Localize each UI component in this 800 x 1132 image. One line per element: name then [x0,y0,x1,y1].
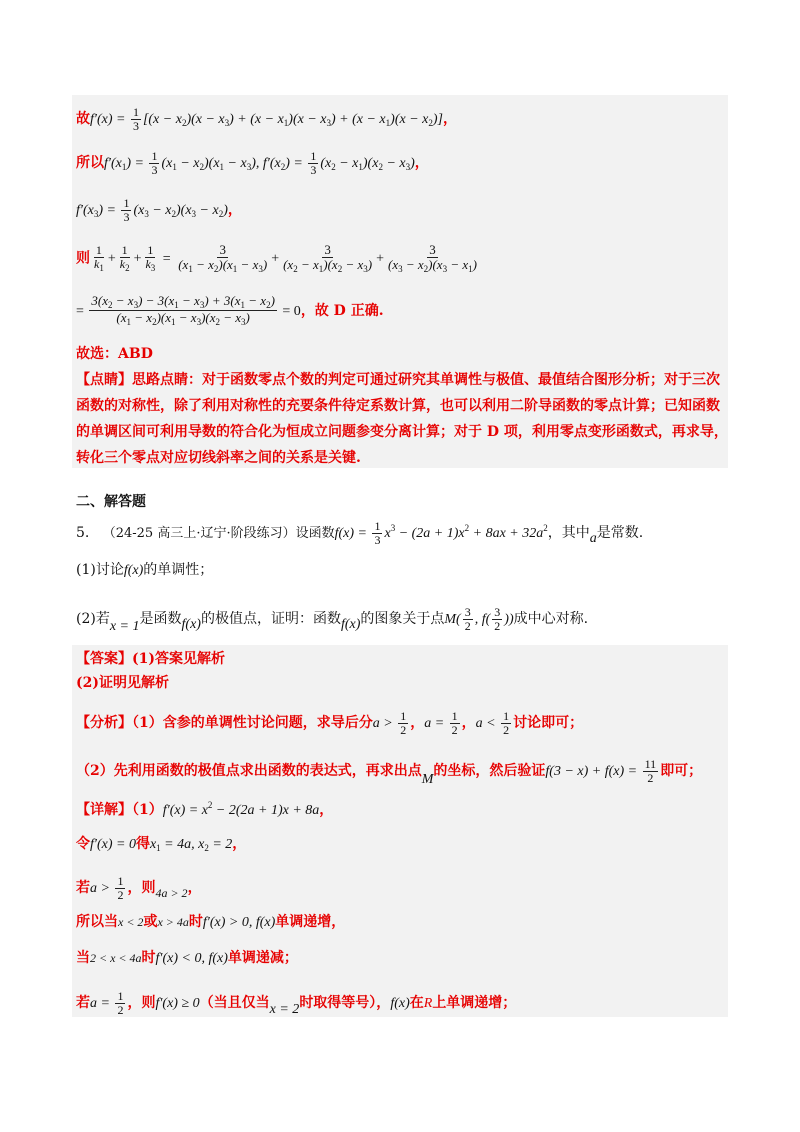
frac-result: $\frac{3(x_2 - x_3) - 3(x_1 - x_3) + 3(x_1 - x_2)}{(x_1 - x_2)(x_1 - x_3)(x_2 - x_3)}$ [91,293,275,328]
text-de: 得 [135,836,150,852]
part-1-pre: (1)讨论 [76,562,124,578]
deriv-line-1 [76,106,457,132]
part-2-t4: 成中心对称. [513,611,589,628]
answer-line-2: (2)证明见解析 [76,675,169,691]
detail-line-1 [76,801,333,818]
frac-11-2: $\frac{11}{2}$ [644,757,657,785]
choice-line: 故选：ABD [76,346,153,362]
math-bracket: $[(x - x_2)(x - x_3) + (x - x_1)(x - x_3) + (x - x_1)(x - x_2)]$ [142,112,443,129]
math-derivative: $f'(x) = x^2 - 2(2a + 1)x + 8a$ [162,800,320,818]
math-question-func: f(x) = [334,526,371,542]
math-a-gt-half: a > [90,881,114,897]
result-line: = $\frac{3(x_2 - x_3) - 3(x_1 - x_3) + 3(x_1 - x_2)}{(x_1 - x_2)(x_1 - x_3)(x_2 - x_3)}$ = 0，故 D 正确. [76,293,384,328]
math-a-eq-half: a = [424,716,448,732]
analysis-2a: （2）先利用函数的极值点求出函数的表达式，再求出点 [76,763,422,780]
question-5 [76,520,643,546]
frac-1-2: $\frac{1}{2}$ [451,709,458,737]
punct: ， [319,802,334,818]
math-fx2-body: $(x_2 - x_1)(x_2 - x_3)$ [320,156,415,173]
frac-3-2: $\frac{3}{2}$ [464,605,471,633]
part-1-post: 的单调性； [143,562,214,578]
detail-line-2 [76,837,246,853]
frac-3-2: $\frac{3}{2}$ [494,605,501,633]
comment-text-1: 思路点睛：对于函数零点个数的判定可通过研究其单调性与极值、最值结合图形分析；对于三次 [132,372,720,388]
analysis-line-1: 【分析】（1）含参的单调性讨论问题，求导后分a > $\frac{1}{2}$ ，a = $\frac{1}{2}$ ，a < $\frac{1}{2}$ 讨论即可； [76,709,584,737]
analysis-line-2 [76,757,703,788]
math-x-eq-1: x = 1 [109,619,140,635]
section-heading: 二、解答题 [76,494,146,510]
deriv-line-2 [76,150,429,176]
frac-one-third: $\frac{1}{3}$ [310,149,317,177]
detail-line-5 [76,951,298,966]
comment-line-2: 函数的对称性，除了利用对称性的充要条件待定系数计算，也可以利用二阶导函数的零点计算；已知函数 [76,398,720,414]
frac-one-third: $\frac{1}{3}$ [374,519,381,547]
math-roots: $x_1 = 4a$, $x_2 = 2$ [149,837,233,853]
math-fprime-zero: f′(x) = 0 [90,837,136,852]
part-2-t1: 是函数 [139,611,182,628]
math-x-gt-4a: x > 4a [157,915,189,929]
frac-1-2: $\frac{1}{2}$ [117,874,124,902]
punct: ， [187,880,202,897]
text-changshu: 是常数. [596,525,644,542]
math-var-a: a [589,531,597,547]
math-fx: f(x) [340,617,361,633]
frac-one-third: $\frac{1}{3}$ [132,105,139,133]
analysis-2b: 的坐标，然后验证 [433,763,546,780]
deriv-line-3 [76,197,242,223]
math-x-eq-2: x = 2 [269,1002,300,1018]
text-ruo: 若 [76,995,90,1012]
analysis-2c: 即可； [660,763,703,780]
math-a-lt-half: a < [475,716,500,732]
text-d-correct: ，故 D 正确. [300,302,384,319]
detail-line-4 [76,915,345,930]
math-r: R [423,996,433,1012]
frac-term-2: $\frac{3}{(x_2 - x_1)(x_2 - x_3)}$ [283,242,373,274]
text-shi: 时 [141,950,156,966]
frac-1-2: $\frac{1}{2}$ [503,709,510,737]
math-interval: 2 < x < 4a [90,951,142,965]
math-fx3-body: $(x_3 - x_2)(x_3 - x_2)$ [133,203,228,220]
punct: ， [442,111,457,128]
text-shi: 时 [188,914,203,930]
math-4a-gt-2: 4a > 2 [155,886,188,901]
part-2-pre: (2)若 [76,611,110,628]
text-on-r-increasing: 上单调递增； [432,995,517,1012]
text-gu: 故 [76,111,90,128]
frac-term-1: $\frac{3}{(x_1 - x_2)(x_1 - x_3)}$ [178,242,268,274]
part-1 [76,563,213,578]
math-question-body: $x^3 - (2a + 1)x^2 + 8ax + 32a^2$ [384,523,548,542]
question-number: 5. [76,525,90,542]
punct: ， [232,836,247,852]
text-increasing: 单调递增， [275,914,346,930]
math-a-gt-half: a > [372,716,397,732]
part-2-t3: 的图象关于点 [360,611,445,628]
frac-1-k3: $\frac{1}{k_3}$ [145,243,156,273]
text-huo: 或 [143,914,158,930]
analysis-1a: （1）含参的单调性讨论问题，求导后分 [132,715,373,732]
math-fx: f(x) [390,996,410,1012]
answer-1: (1)答案见解析 [132,651,225,667]
frac-1-2: $\frac{1}{2}$ [117,989,124,1017]
math-point-m-label: M [421,772,434,788]
text-suoyi: 所以 [76,155,104,172]
part-2: (2)若x = 1是函数f(x)的极值点，证明：函数f(x)的图象关于点M( $\frac{3}{2}$ , f( $\frac{3}{2}$ ))成中心对称. [76,605,589,635]
text-suoyidang: 所以当 [76,914,118,930]
math-fprime-ge-0: f′(x) ≥ 0 [155,996,200,1012]
math-increasing: f′(x) > 0, f(x) [202,915,276,930]
math-symmetry: f(3 − x) + f(x) = [545,764,641,780]
math-fx: f(x) [123,563,144,578]
frac-1-k1: $\frac{1}{k_1}$ [94,243,104,273]
part-2-t2: 的极值点，证明：函数 [200,611,341,628]
math-point-m: M( [444,612,461,628]
math-fx3: $f'(x_3)$ = [76,203,120,220]
answer-tag: 【答案】 [76,651,132,667]
detail-1a: （1） [132,802,163,818]
text-equality: 时取得等号）， [299,995,391,1012]
text-dang: 当 [76,950,90,966]
text-ze: ，则 [127,995,156,1012]
frac-one-third: $\frac{1}{3}$ [123,196,130,224]
text-decreasing: 单调递减； [227,950,298,966]
frac-1-2: $\frac{1}{2}$ [400,709,407,737]
frac-term-3: $\frac{3}{(x_3 - x_2)(x_3 - x_1)}$ [387,242,477,274]
detail-tag: 【详解】 [76,802,132,818]
text-qizhong: ，其中 [547,525,590,542]
comment-tag: 【点睛】 [76,372,132,388]
punct: ， [414,155,429,172]
analysis-1b: 讨论即可； [513,715,584,732]
math-fx: f(x) [181,617,201,633]
math-fx1: $f'(x_1)$ = [104,156,148,173]
math-fx1-body: $(x_1 - x_2)(x_1 - x_3)$, $f'(x_2)$ = [161,156,307,173]
text-ze: 则 [76,250,90,267]
question-source: （24-25 高三上·辽宁·阶段练习）设函数 [102,526,335,542]
text-dangqie: （当且仅当 [199,995,270,1012]
answer-line-1 [76,652,225,666]
detail-line-6 [76,990,516,1016]
text-ruo: 若 [76,880,90,897]
frac-one-third: $\frac{1}{3}$ [151,149,158,177]
analysis-tag: 【分析】 [76,715,132,732]
text-ling: 令 [76,836,90,852]
math-fprime: f′(x) = [90,112,129,128]
math-a-eq-half: a = [90,996,114,1012]
sum-line: 则 $\frac{1}{k_1}$ + $\frac{1}{k_2}$ + $\frac{1}{k_3}$ = $\frac{3}{(x_1 - x_2)(x_1 - x_3)}$ + $\frac{3}{(x_2 - x_1)(x_2 - x_3)}$ + $\frac{3}{(x_3 - x_2)(x_3 - x_1)}$ [76,242,477,274]
frac-1-k2: $\frac{1}{k_2}$ [119,243,130,273]
text-zai: 在 [409,995,424,1012]
text-ze: ，则 [127,880,156,897]
punct: ， [227,202,242,219]
comment-line-3: 的单调区间可利用导数的符合化为恒成立问题参变分离计算；对于 D 项，利用零点变形函数式，再求导， [76,424,728,440]
math-x-lt-2: x < 2 [118,915,144,929]
comment-line-4: 转化三个零点对应切线斜率之间的关系是关键. [76,450,361,466]
math-decreasing: f′(x) < 0, f(x) [155,951,228,966]
detail-line-3 [76,875,202,901]
comment-line-1 [76,373,720,387]
